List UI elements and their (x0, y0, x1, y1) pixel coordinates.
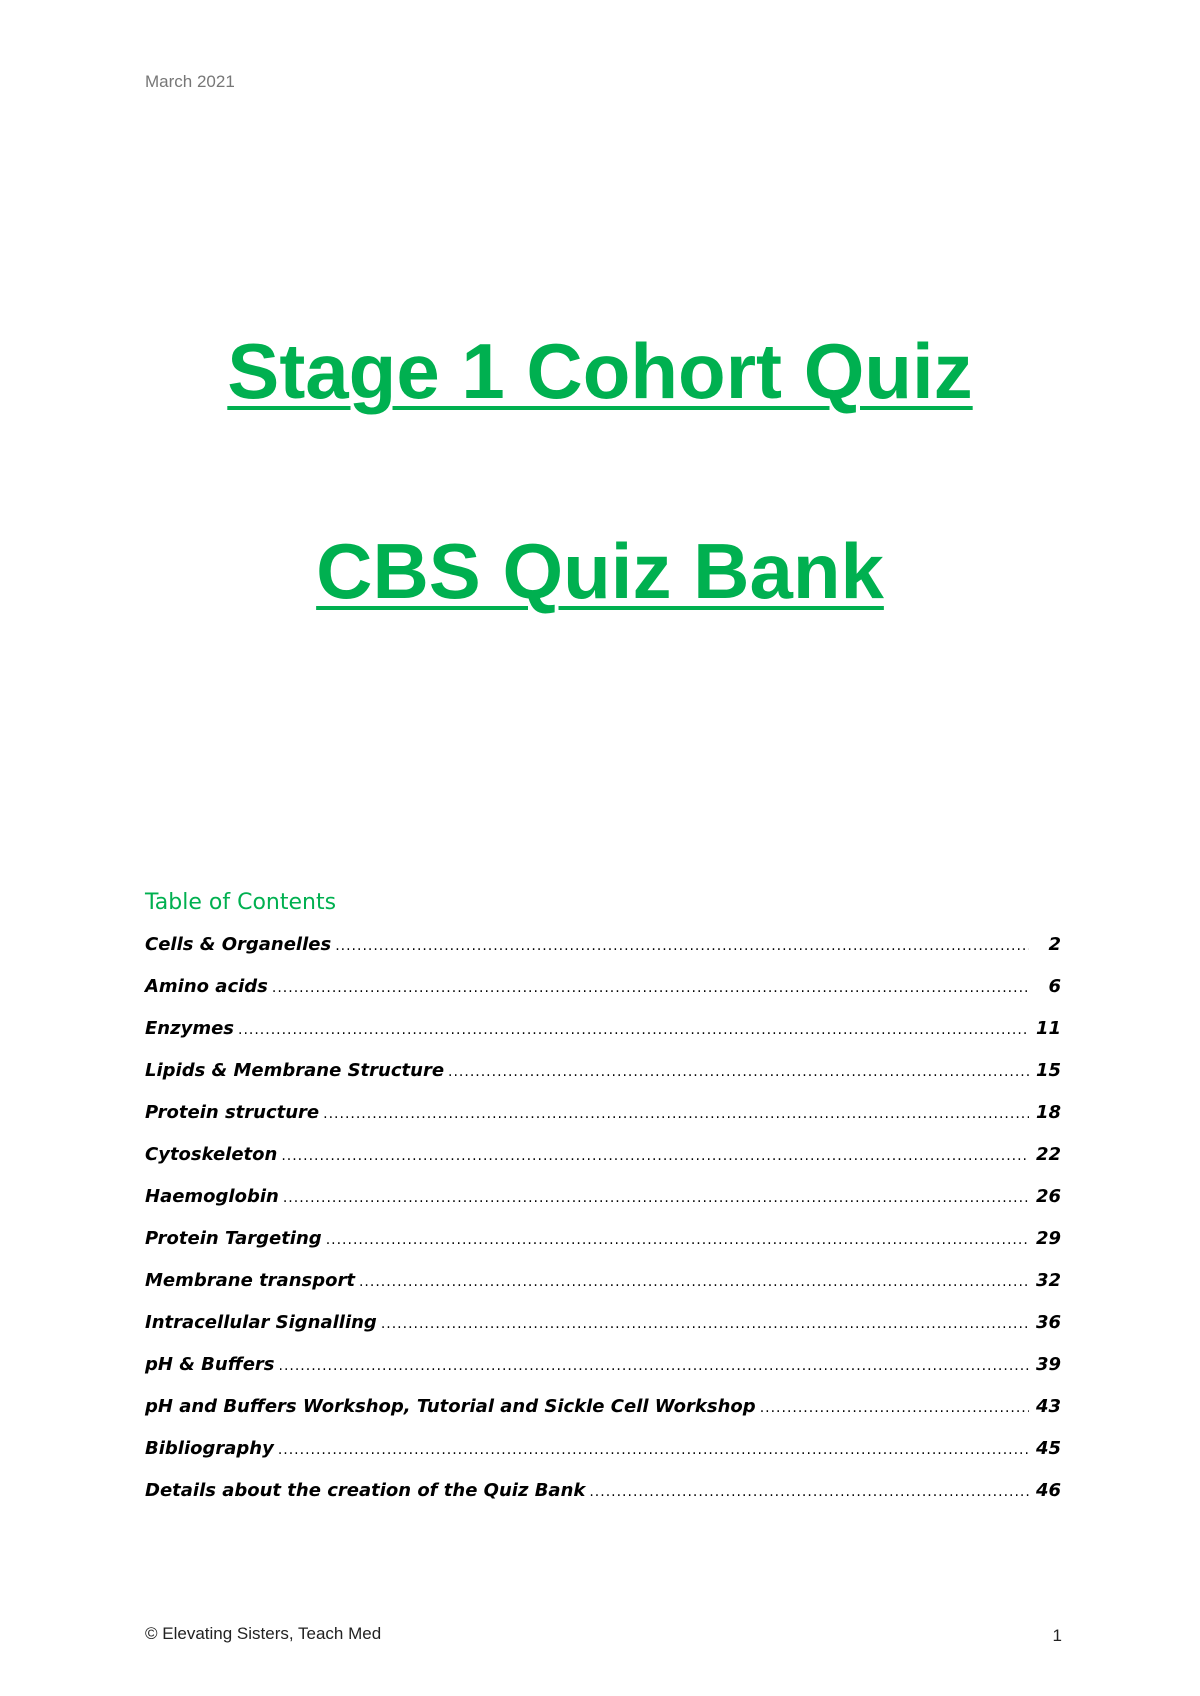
toc-entry-ph-buffers[interactable] (145, 1354, 1061, 1396)
toc-entry-page: 15 (1035, 1060, 1061, 1081)
toc-entry-page: 6 (1048, 976, 1061, 997)
toc-dot-leader (238, 1022, 1029, 1038)
toc-list (145, 934, 1061, 1522)
toc-dot-leader (381, 1316, 1029, 1332)
toc-entry-label: Cells & Organelles (145, 934, 332, 955)
toc-dot-leader (323, 1106, 1029, 1122)
toc-entry-page: 43 (1035, 1396, 1061, 1417)
toc-entry-page: 2 (1048, 934, 1061, 955)
toc-dot-leader (760, 1400, 1029, 1416)
toc-entry-label: Details about the creation of the Quiz Bank (145, 1480, 586, 1501)
toc-dot-leader (281, 1148, 1029, 1164)
toc-entry-page: 46 (1035, 1480, 1061, 1501)
toc-entry-page: 32 (1035, 1270, 1061, 1291)
toc-dot-leader (335, 938, 1029, 954)
toc-entry-protein-structure[interactable] (145, 1102, 1061, 1144)
toc-entry-label: Protein structure (145, 1102, 320, 1123)
toc-entry-page: 18 (1035, 1102, 1061, 1123)
toc-entry-amino-acids[interactable] (145, 976, 1061, 1018)
toc-entry-page: 39 (1035, 1354, 1061, 1375)
toc-entry-page: 45 (1035, 1438, 1061, 1459)
toc-entry-label: Haemoglobin (145, 1186, 279, 1207)
toc-entry-ph-buffers-workshop[interactable] (145, 1396, 1061, 1438)
toc-heading: Table of Contents (145, 890, 337, 915)
toc-dot-leader (448, 1064, 1029, 1080)
toc-entry-membrane-transport[interactable] (145, 1270, 1061, 1312)
toc-entry-lipids-membrane-structure[interactable] (145, 1060, 1061, 1102)
toc-dot-leader (359, 1274, 1029, 1290)
toc-entry-label: Membrane transport (145, 1270, 355, 1291)
toc-entry-label: Protein Targeting (145, 1228, 322, 1249)
toc-dot-leader (278, 1442, 1029, 1458)
toc-entry-quiz-bank-details[interactable] (145, 1480, 1061, 1522)
document-subtitle: CBS Quiz Bank (316, 527, 884, 615)
toc-entry-label: Cytoskeleton (145, 1144, 278, 1165)
toc-entry-label: Lipids & Membrane Structure (145, 1060, 445, 1081)
toc-entry-enzymes[interactable] (145, 1018, 1061, 1060)
toc-dot-leader (589, 1484, 1029, 1500)
toc-entry-cells-organelles[interactable] (145, 934, 1061, 976)
toc-dot-leader (326, 1232, 1029, 1248)
toc-dot-leader (283, 1190, 1029, 1206)
toc-entry-label: Intracellular Signalling (145, 1312, 377, 1333)
toc-entry-label: pH and Buffers Workshop, Tutorial and Sickle Cell Workshop (145, 1396, 756, 1417)
footer-copyright: © Elevating Sisters, Teach Med (145, 1624, 382, 1643)
toc-entry-page: 11 (1035, 1018, 1061, 1039)
toc-entry-label: Enzymes (145, 1018, 234, 1039)
toc-entry-label: pH & Buffers (145, 1354, 275, 1375)
toc-entry-page: 26 (1035, 1186, 1061, 1207)
toc-dot-leader (272, 980, 1029, 996)
toc-entry-bibliography[interactable] (145, 1438, 1061, 1480)
toc-entry-page: 36 (1035, 1312, 1061, 1333)
header-date: March 2021 (145, 72, 235, 91)
toc-entry-label: Bibliography (145, 1438, 274, 1459)
footer-page-number: 1 (1052, 1626, 1062, 1645)
document-title: Stage 1 Cohort Quiz (227, 327, 973, 415)
toc-entry-protein-targeting[interactable] (145, 1228, 1061, 1270)
table-of-contents (145, 888, 1061, 1522)
toc-entry-haemoglobin[interactable] (145, 1186, 1061, 1228)
toc-entry-intracellular-signalling[interactable] (145, 1312, 1061, 1354)
toc-dot-leader (279, 1358, 1030, 1374)
toc-entry-page: 22 (1035, 1144, 1061, 1165)
toc-entry-page: 29 (1035, 1228, 1061, 1249)
toc-entry-label: Amino acids (145, 976, 268, 997)
toc-entry-cytoskeleton[interactable] (145, 1144, 1061, 1186)
